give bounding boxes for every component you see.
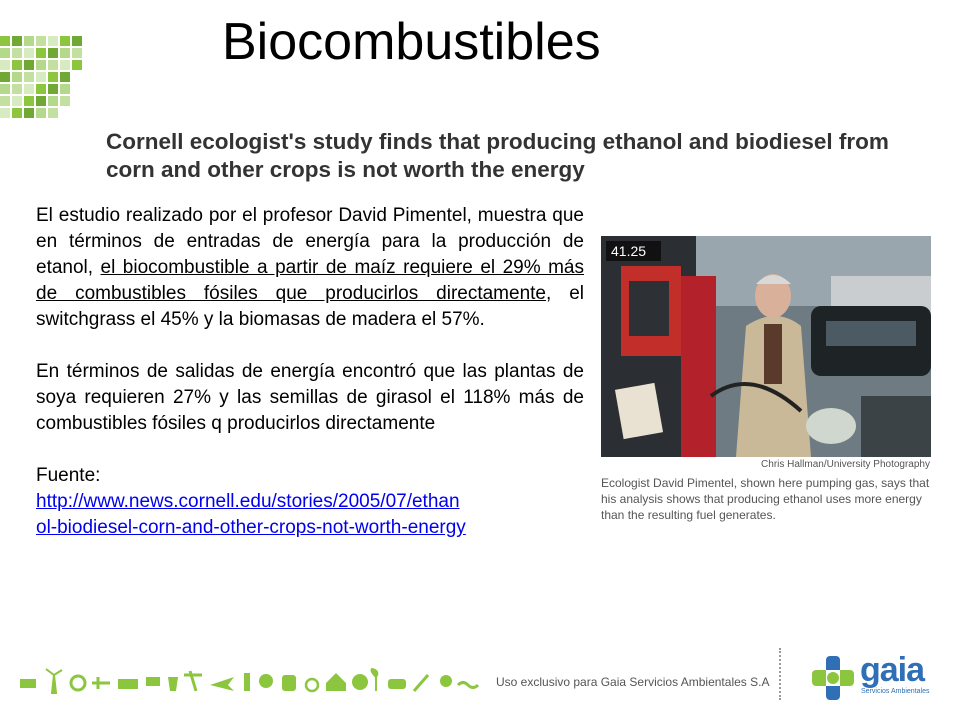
photo-caption: Ecologist David Pimentel, shown here pumping gas, says that his analysis shows that producing ethanol uses more energy than the resulting fuel generates. bbox=[601, 476, 930, 522]
sun-icon bbox=[440, 675, 452, 687]
mosaic-tile bbox=[12, 60, 22, 70]
mosaic-tile bbox=[24, 60, 34, 70]
source-link-a: http://www.news.cornell.edu/stories/2005/07/ethan bbox=[36, 491, 460, 512]
mosaic-tile bbox=[12, 72, 22, 82]
slide-title: Biocombustibles bbox=[222, 13, 601, 71]
mosaic-tile bbox=[60, 84, 70, 94]
mosaic-tile bbox=[36, 36, 46, 46]
paragraph-1 bbox=[36, 203, 584, 333]
bottle-icon bbox=[244, 673, 250, 691]
gaia-logo-text: gaia bbox=[860, 651, 925, 689]
bus-icon bbox=[282, 675, 296, 691]
svg-text:41.25: 41.25 bbox=[611, 243, 647, 259]
mosaic-tile bbox=[48, 96, 58, 106]
car-icon bbox=[388, 679, 406, 689]
mosaic-tile bbox=[36, 48, 46, 58]
factory-icon bbox=[118, 679, 138, 689]
mosaic-tile bbox=[48, 84, 58, 94]
source-link-b: ol-biodiesel-corn-and-other-crops-not-worth-energy bbox=[36, 517, 466, 538]
mosaic-tile bbox=[48, 48, 58, 58]
mosaic-tile bbox=[60, 72, 70, 82]
mosaic-tile bbox=[72, 36, 82, 46]
mosaic-tile bbox=[36, 60, 46, 70]
mosaic-tile bbox=[24, 84, 34, 94]
mosaic-tile bbox=[0, 48, 10, 58]
mosaic-tile bbox=[48, 60, 58, 70]
mosaic-tile bbox=[36, 96, 46, 106]
sprout-icon bbox=[372, 669, 378, 691]
mosaic-tile bbox=[60, 60, 70, 70]
mosaic-tile bbox=[72, 60, 82, 70]
mosaic-tile bbox=[36, 108, 46, 118]
recycle-icon bbox=[71, 676, 85, 690]
waves-icon bbox=[458, 683, 478, 688]
body-text bbox=[36, 203, 584, 541]
source-label: Fuente: bbox=[36, 465, 101, 486]
tree-icon bbox=[184, 671, 202, 691]
mosaic-tile bbox=[12, 36, 22, 46]
lightbulb-icon bbox=[259, 674, 273, 688]
house-icon bbox=[326, 673, 346, 691]
mosaic-tile bbox=[0, 72, 10, 82]
mosaic-tile bbox=[48, 36, 58, 46]
mosaic-tile bbox=[48, 108, 58, 118]
plug-icon bbox=[92, 677, 110, 689]
mosaic-tile bbox=[60, 48, 70, 58]
truck-icon bbox=[20, 679, 36, 688]
mosaic-tile bbox=[72, 48, 82, 58]
source-link[interactable] bbox=[36, 489, 584, 541]
mosaic-tile bbox=[48, 72, 58, 82]
mosaic-tile bbox=[0, 84, 10, 94]
photo-credit: Chris Hallman/University Photography bbox=[761, 459, 930, 470]
p1-text-a: El estudio realizado por el profesor David Pimentel, muestra que en términos de entradas de energía para la producción de etanol, bbox=[36, 205, 584, 278]
mosaic-tile bbox=[0, 36, 10, 46]
mosaic-tile bbox=[36, 72, 46, 82]
mosaic-tile bbox=[24, 72, 34, 82]
mosaic-tile bbox=[60, 36, 70, 46]
mosaic-tile bbox=[0, 60, 10, 70]
tool-icon bbox=[414, 675, 428, 691]
globe-icon bbox=[352, 674, 368, 690]
p1-underlined-text: el biocombustible a partir de maíz requiere el 29% más de combustibles fósiles que producirlos directamente bbox=[36, 257, 584, 304]
bicycle-icon bbox=[306, 679, 318, 691]
wind-turbine-icon bbox=[46, 669, 62, 693]
gaia-logo-subtitle: Servicios Ambientales bbox=[861, 688, 930, 695]
mosaic-tile bbox=[12, 48, 22, 58]
p1-text-b: , el switchgrass el 45% y la biomasas de madera el 57%. bbox=[36, 283, 584, 330]
article-headline: Cornell ecologist's study finds that producing ethanol and biodiesel from corn and other crops is not worth the energy bbox=[106, 129, 889, 182]
mosaic-tile bbox=[24, 96, 34, 106]
footer-divider bbox=[779, 648, 781, 700]
footer-text: Uso exclusivo para Gaia Servicios Ambientales S.A bbox=[496, 675, 770, 689]
mosaic-tile bbox=[60, 96, 70, 106]
pimentel-photo bbox=[601, 236, 931, 457]
green-mosaic-decoration bbox=[0, 36, 86, 122]
mosaic-tile bbox=[24, 36, 34, 46]
paragraph-2: En términos de salidas de energía encontró que las plantas de soya requieren 27% y las semillas de girasol el 118% más de combustibles fósiles q producirlos directamente bbox=[36, 361, 584, 434]
mosaic-tile bbox=[0, 108, 10, 118]
footer-icon-strip bbox=[20, 665, 480, 697]
cart-icon bbox=[146, 677, 160, 686]
bin-icon bbox=[168, 677, 178, 691]
mosaic-tile bbox=[12, 84, 22, 94]
mosaic-tile bbox=[12, 108, 22, 118]
mosaic-tile bbox=[0, 96, 10, 106]
mosaic-tile bbox=[24, 48, 34, 58]
plane-icon bbox=[210, 677, 234, 691]
mosaic-tile bbox=[12, 96, 22, 106]
mosaic-tile bbox=[24, 108, 34, 118]
mosaic-tile bbox=[36, 84, 46, 94]
